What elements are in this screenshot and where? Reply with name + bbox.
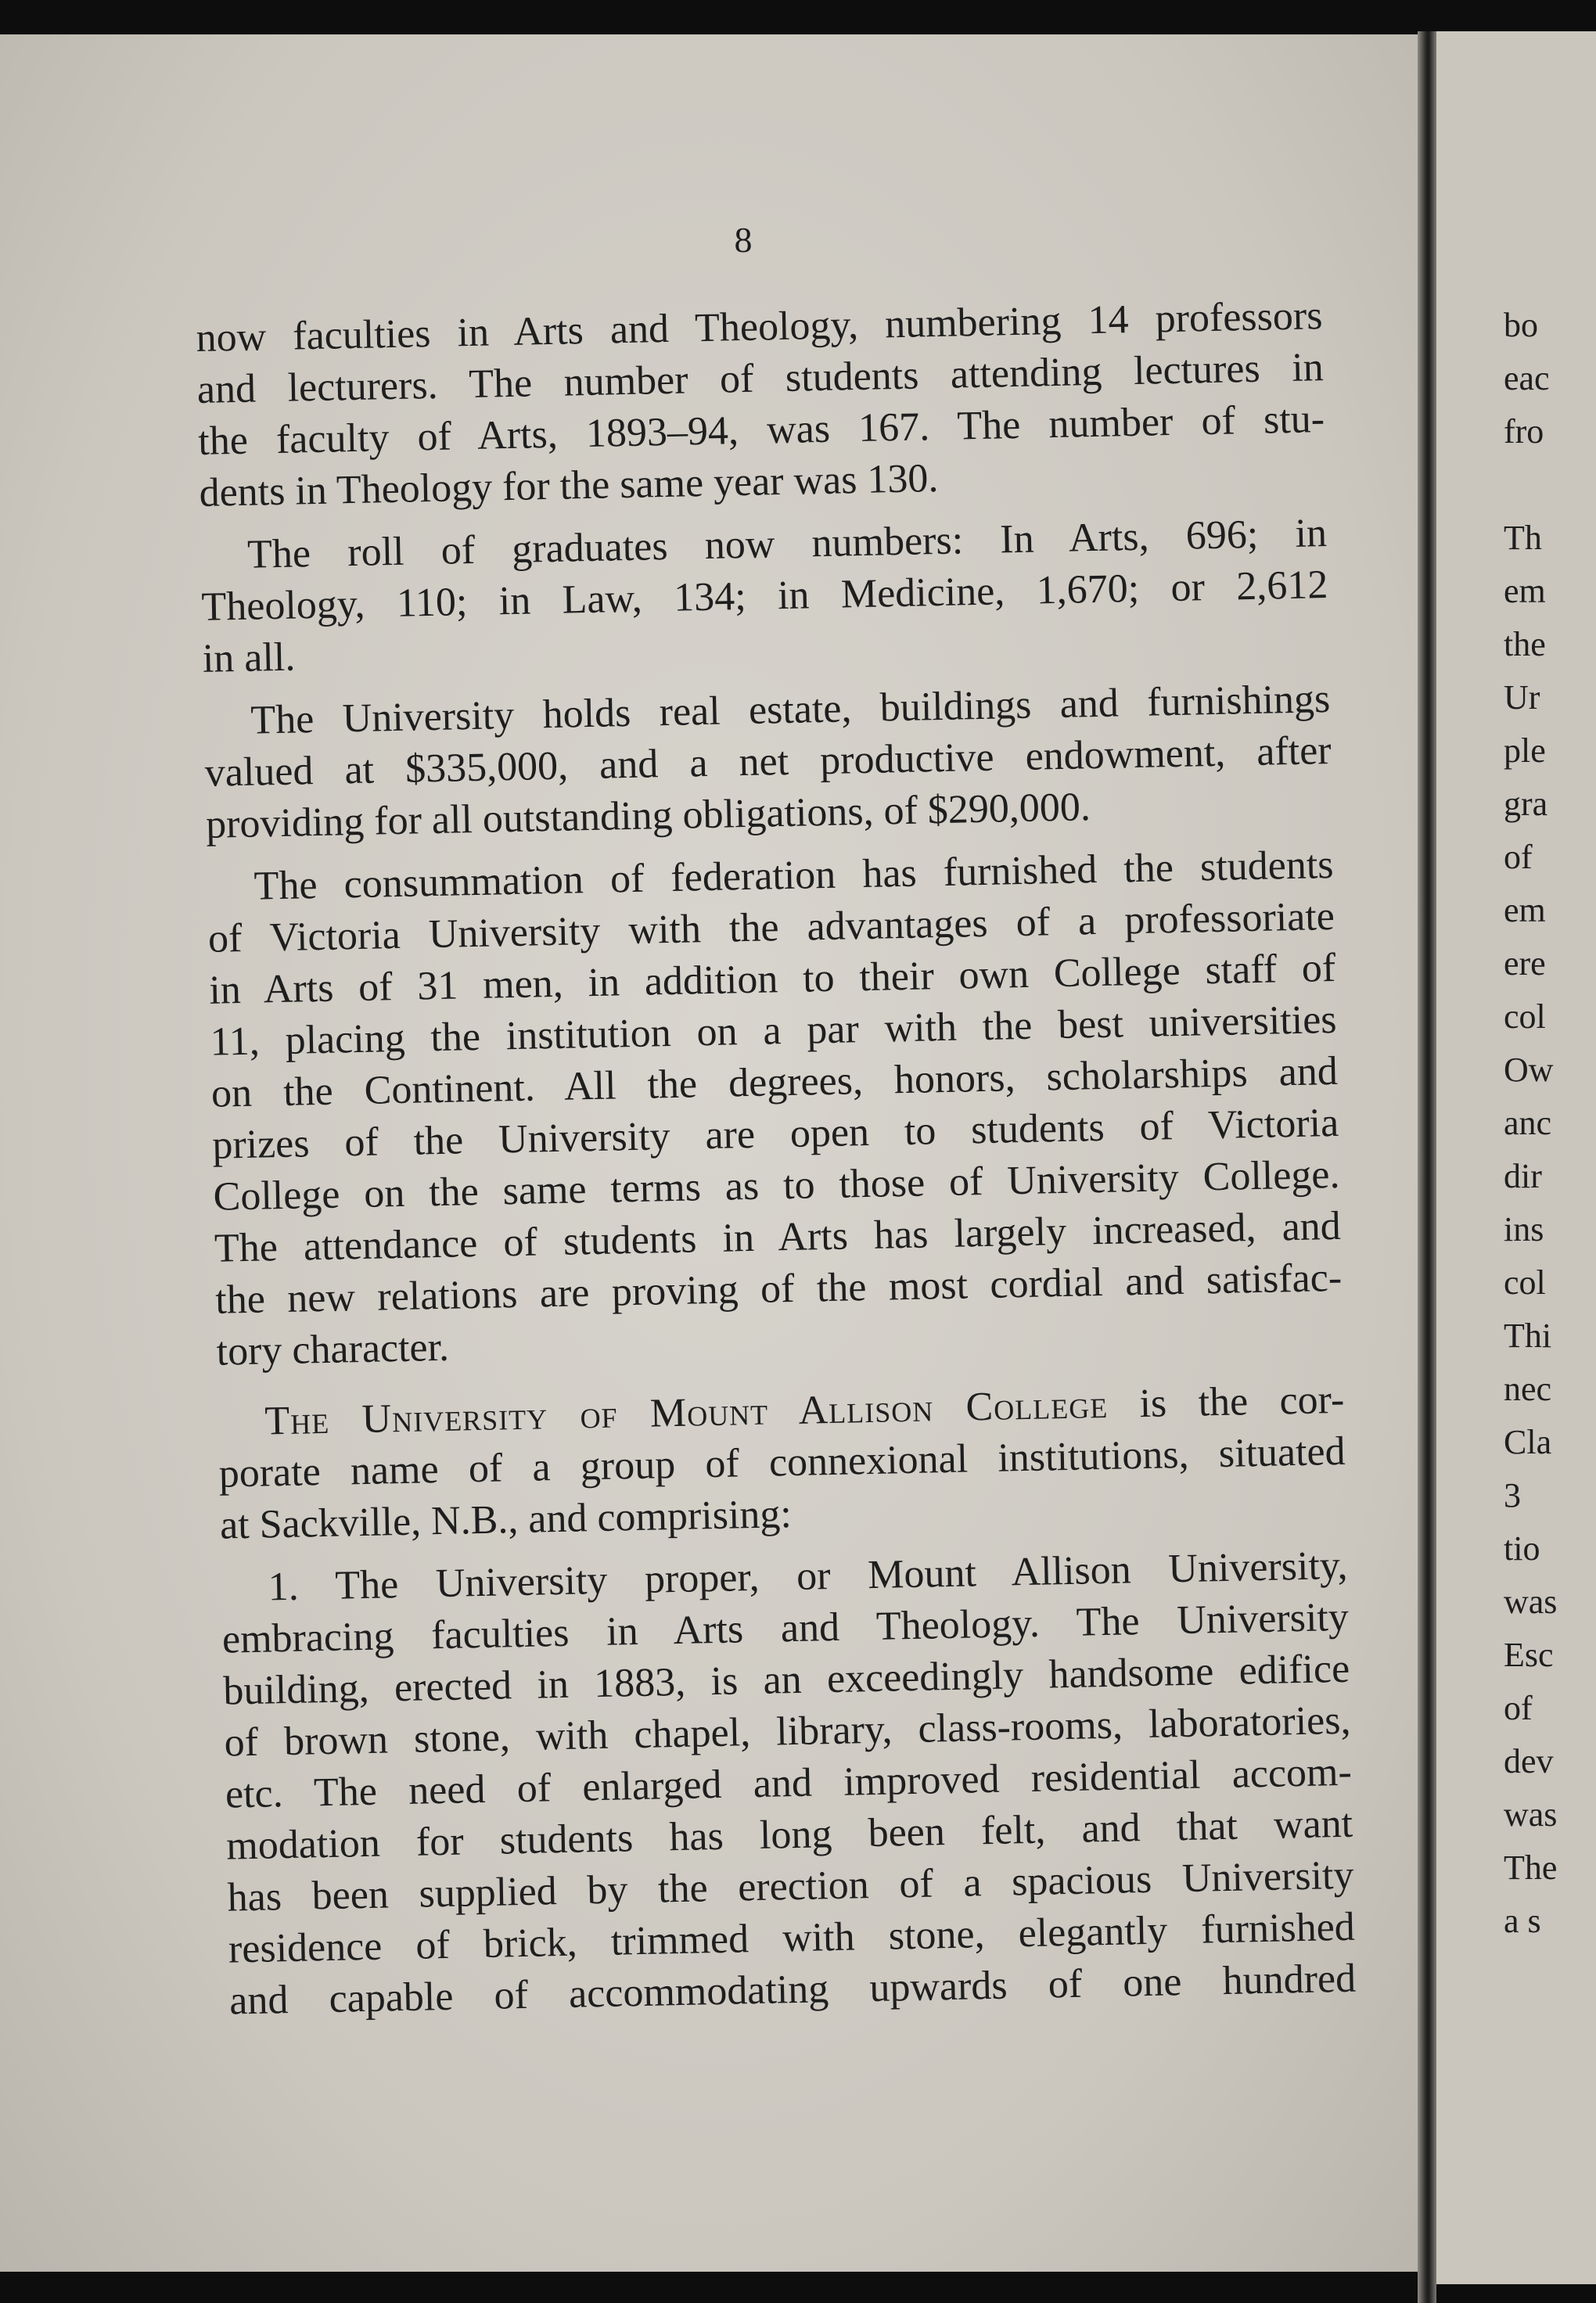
text-line: now faculties in Arts and Theology, numbering 14 professors (196, 293, 1323, 361)
fragment-line: Th (1504, 519, 1542, 557)
text-line: 1. The University proper, or Mount Allison University, (268, 1543, 1349, 1610)
text-line: providing for all outstanding obligations, of $290,000. (205, 785, 1091, 847)
text-line: on the Continent. All the degrees, honors, scholarships and (210, 1048, 1339, 1116)
fragment-line: Ur (1504, 678, 1540, 717)
text-line: dents in Theology for the same year was 130. (199, 455, 939, 516)
fragment-line: of (1504, 838, 1533, 876)
fragment-line: was (1504, 1583, 1558, 1621)
text-line: embracing faculties in Arts and Theology. The University (221, 1594, 1350, 1662)
book-gutter (1418, 31, 1436, 2303)
fragment-line: 3 (1504, 1476, 1521, 1514)
text-line: the faculty of Arts, 1893–94, was 167. The number of stu- (197, 397, 1325, 464)
paragraph-mount-allison (217, 1374, 1347, 1552)
fragment-line: of (1504, 1689, 1533, 1727)
text-line: The consummation of federation has furnished the students (253, 842, 1335, 909)
text-line: Theology, 110; in Law, 134; in Medicine, 1,670; or 2,612 (200, 562, 1328, 630)
text-line: The roll of graduates now numbers: In Arts, 696; in (246, 511, 1328, 577)
fragment-line: a s (1504, 1902, 1541, 1940)
text-line: in all. (202, 634, 296, 681)
text-line: porate name of a group of connexional institutions, situated (218, 1428, 1346, 1496)
fragment-line: col (1504, 997, 1546, 1036)
text-line: modation for students has long been felt, and that want (225, 1801, 1353, 1869)
page-number: 8 (734, 220, 753, 260)
text-line: valued at $335,000, and a net productive endowment, after (204, 728, 1332, 796)
fragment-line: The (1504, 1849, 1558, 1887)
text-line: and capable of accommodating upwards of one hundred (228, 1956, 1357, 2024)
fragment-line: col (1504, 1263, 1546, 1302)
fragment-line: Cla (1504, 1423, 1552, 1461)
text-line: College on the same terms as to those of University College. (213, 1152, 1340, 1220)
text-line: 11, placing the institution on a par with the best universities (210, 997, 1337, 1065)
text-line: etc. The need of enlarged and improved residential accom- (225, 1749, 1353, 1817)
fragment-line: eac (1504, 359, 1550, 397)
main-text-column (196, 290, 1357, 2027)
paragraph-real-estate (203, 674, 1333, 851)
text-line-rest: is the cor- (1107, 1377, 1345, 1427)
fragment-line: anc (1504, 1104, 1552, 1142)
text-line: in Arts of 31 men, in addition to their own College staff of (208, 945, 1336, 1013)
fragment-line: nec (1504, 1370, 1552, 1408)
text-line: building, erected in 1883, is an exceedingly handsome edifice (222, 1646, 1350, 1714)
fragment-line: was (1504, 1795, 1558, 1834)
fragment-line: fro (1504, 412, 1544, 451)
text-line: of Victoria University with the advantages of a professoriate (207, 893, 1335, 961)
fragment-line: tio (1504, 1529, 1540, 1568)
text-line: of brown stone, with chapel, library, class-rooms, laboratories, (224, 1698, 1351, 1766)
text-line: tory character. (216, 1324, 450, 1374)
fragment-line: the (1504, 625, 1546, 663)
text-line: The attendance of students in Arts has largely increased, and (214, 1203, 1342, 1271)
text-line: residence of brick, trimmed with stone, elegantly furnished (228, 1904, 1356, 1972)
fragment-line: dev (1504, 1742, 1554, 1780)
text-line: has been supplied by the erection of a spacious University (227, 1852, 1354, 1920)
fragment-line: Thi (1504, 1317, 1552, 1355)
text-line: at Sackville, N.B., and comprising: (219, 1492, 793, 1548)
text-line: and lecturers. The number of students attending lectures in (196, 345, 1325, 412)
institution-heading: The University of Mount Allison College (264, 1381, 1109, 1444)
fragment-line: em (1504, 572, 1546, 610)
text-line: The University holds real estate, buildings and furnishings (250, 676, 1331, 743)
fragment-line: dir (1504, 1157, 1542, 1195)
paragraph-graduates (200, 508, 1330, 685)
right-page-text-fragments (1504, 299, 1596, 1948)
fragment-line: ere (1504, 944, 1546, 983)
paragraph-federation (207, 839, 1343, 1378)
text-line: prizes of the University are open to students of Victoria (211, 1100, 1339, 1168)
fragment-line (1504, 458, 1596, 512)
text-line: the new relations are proving of the most cordial and satisfac- (214, 1255, 1343, 1323)
paragraph-university-proper (221, 1540, 1357, 2028)
fragment-line: bo (1504, 306, 1538, 344)
fragment-line: em (1504, 891, 1546, 929)
fragment-line: Ow (1504, 1051, 1554, 1089)
fragment-line: Esc (1504, 1636, 1554, 1674)
paragraph-faculties (196, 290, 1326, 519)
fragment-line: gra (1504, 785, 1548, 823)
fragment-line: ins (1504, 1210, 1544, 1249)
fragment-line: ple (1504, 731, 1546, 770)
